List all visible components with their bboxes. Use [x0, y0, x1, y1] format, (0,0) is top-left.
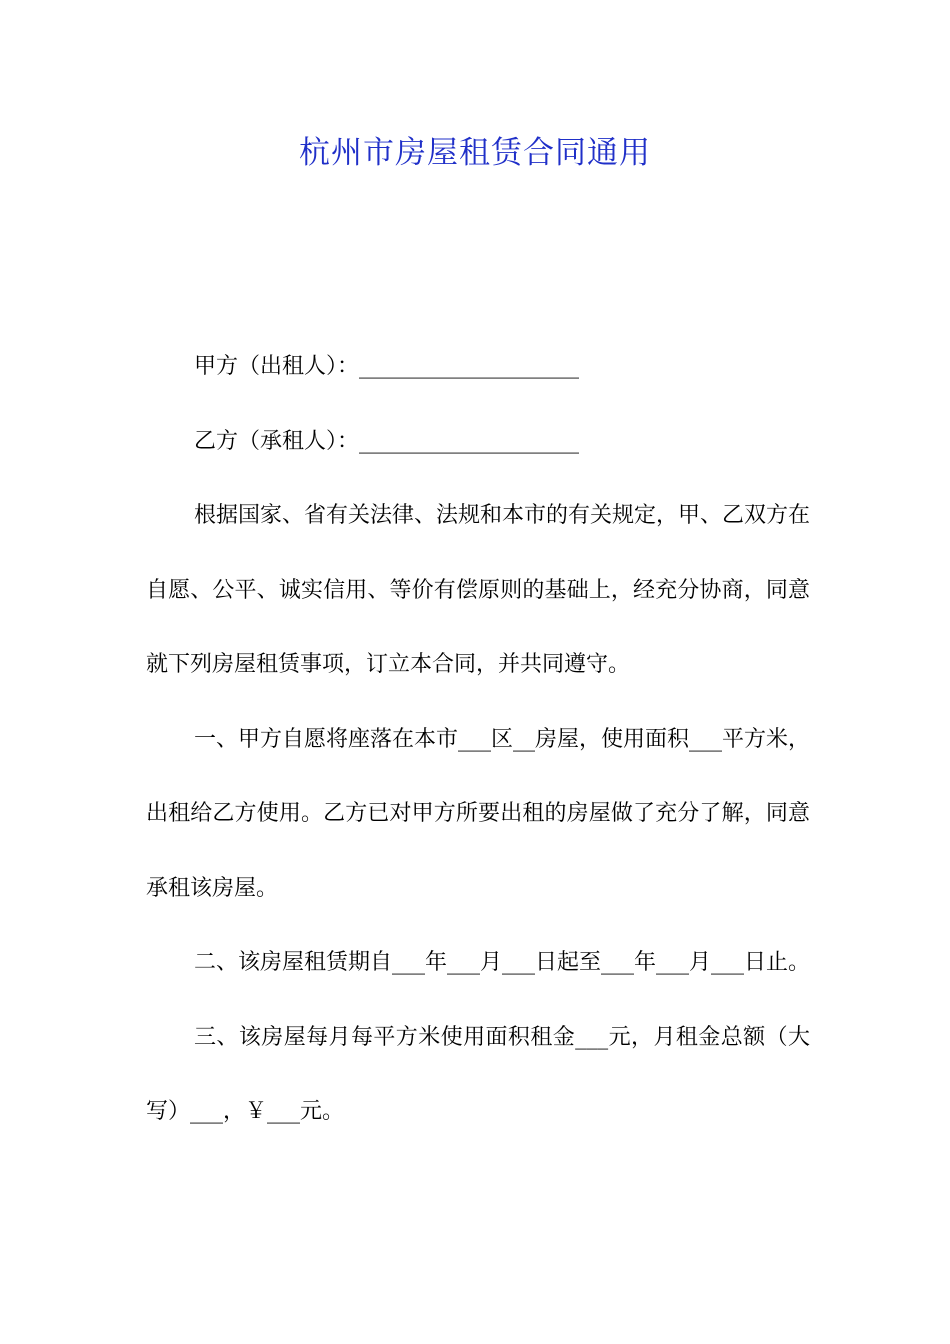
clause-3-paragraph: 三、该房屋每月每平方米使用面积租金___元，月租金总额（大写）___，￥___元。	[146, 1024, 810, 1124]
document-title: 杭州市房屋租赁合同通用	[299, 135, 651, 171]
clause-2-paragraph: 二、该房屋租赁期自___年___月___日起至___年___月___日止。	[194, 950, 811, 975]
preamble-paragraph: 根据国家、省有关法律、法规和本市的有关规定，甲、乙双方在自愿、公平、诚实信用、等价有偿原则的基础上，经充分协商，同意就下列房屋租赁事项，订立本合同，并共同遵守。	[146, 503, 811, 677]
party-b-line: 乙方（承租人）：____________________	[194, 428, 580, 454]
party-a-line: 甲方（出租人）：____________________	[194, 354, 580, 379]
clause-1-paragraph: 一、甲方自愿将座落在本市___区__房屋，使用面积___平方米，出租给乙方使用。乙方已对甲方所要出租的房屋做了充分了解，同意承租该房屋。	[146, 726, 811, 901]
document-body	[146, 330, 810, 1150]
